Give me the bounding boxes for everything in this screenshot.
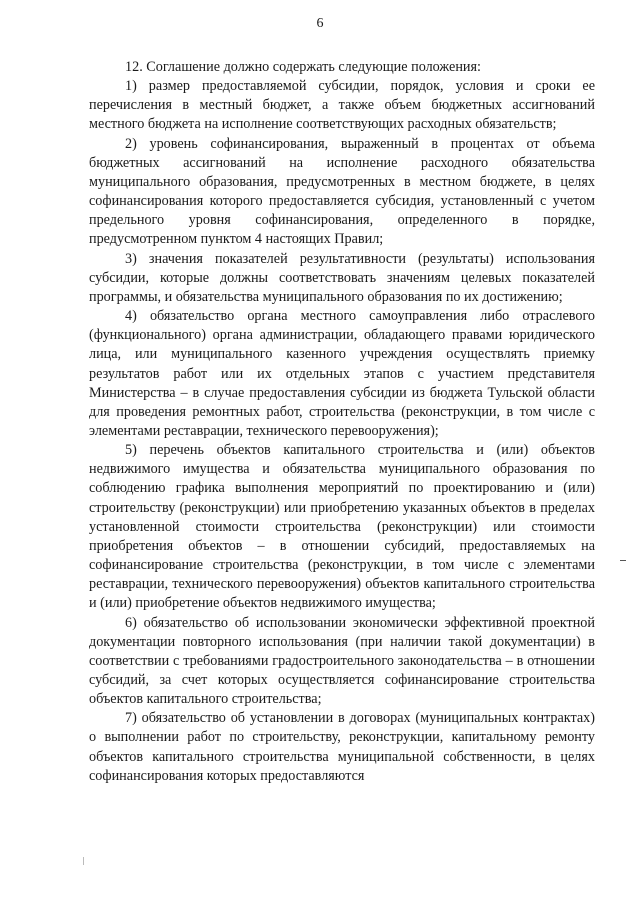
margin-mark: [620, 560, 626, 561]
paragraph-item-6: 6) обязательство об использовании экономически эффективной проектной документации повторного использования (при наличии такой документации) в соответствии с требованиями градостроительного законодательства – в отношении субсидий, за счет которых осуществляется софинансирование строительства объектов капитального строительства;: [89, 614, 595, 708]
paragraph-item-1: 1) размер предоставляемой субсидии, порядок, условия и сроки ее перечисления в местный бюджет, а также объем бюджетных ассигнований местного бюджета на исполнение соответствующих расходных обязательств;: [89, 78, 595, 133]
paragraph-item-5: 5) перечень объектов капитального строительства и (или) объектов недвижимого имущества и обязательства муниципального образования по соблюдению графика выполнения мероприятий по проектированию и (или) строительству (реконструкции) или приобретению указанных объектов в пределах установленной стоимости строительства (реконструкции) или стоимости приобретения объектов – в отношении субсидий, предоставляемых на софинансирование строительства (реконструкции, в том числе с элементами реставрации, технического перевооружения) объектов капитального строительства и (или) приобретение объектов недвижимого имущества;: [89, 442, 595, 612]
paragraph-item-2: 2) уровень софинансирования, выраженный в процентах от объема бюджетных ассигнований на исполнение расходного обязательства муниципального образования, предусмотренных в местном бюджете, в целях софинансирования которого предоставляется субсидия, установленный с учетом предельного уровня софинансирования, определенного в порядке, предусмотренном пунктом 4 настоящих Правил;: [89, 135, 595, 248]
scan-tick-mark: [83, 857, 84, 865]
paragraph-item-7: 7) обязательство об установлении в договорах (муниципальных контрактах) о выполнении работ по строительству, реконструкции, капитальному ремонту объектов капитального строительства муниципальной собственности, в целях софинансирования которых предоставляются: [89, 710, 595, 784]
paragraph-item-4: 4) обязательство органа местного самоуправления либо отраслевого (функционального) органа администрации, обладающего правами юридического лица, или муниципального казенного учреждения осуществлять приемку результатов работ или их отдельных этапов с участием представителя Министерства – в случае предоставления субсидии из бюджета Тульской области для проведения ремонтных работ, строительства (реконструкции, в том числе с элементами реставрации, технического перевооружения);: [89, 308, 595, 439]
paragraph-heading: 12. Соглашение должно содержать следующие положения:: [125, 59, 481, 75]
page-number: 6: [316, 16, 324, 31]
document-body: [89, 58, 595, 786]
paragraph-item-3: 3) значения показателей результативности (результаты) использования субсидии, которые должны соответствовать значениям целевых показателей программы, и обязательства муниципального образования по их достижению;: [89, 250, 595, 305]
